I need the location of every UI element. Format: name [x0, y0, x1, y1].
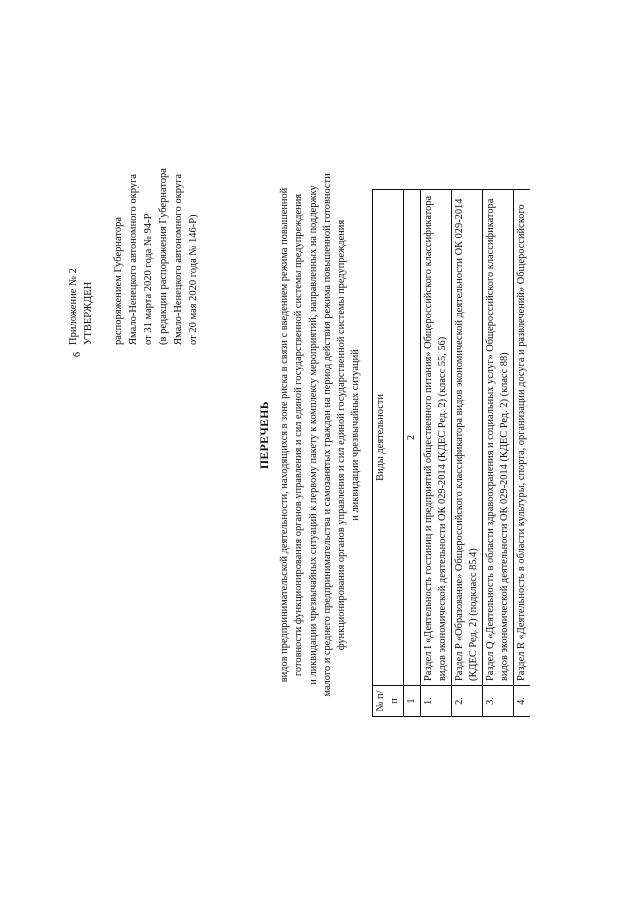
subtitle-line: функционирования органов управления и сил единой государственной системы предупреждения [336, 219, 348, 651]
subtitle-line: и ликвидации чрезвычайных ситуаций к первому пакету к комплексу мероприятий, направленных на поддержку [307, 185, 319, 685]
subtitle-line: готовности функционирования органов управления и сил единой государственной системы предупреждения [293, 193, 305, 677]
approval-line: Ямало-Ненецкого автономного округа [128, 173, 139, 345]
approved-label: УТВЕРЖДЕН [83, 281, 94, 345]
page-number: 6 [72, 352, 83, 357]
table-row [452, 190, 483, 717]
table-header-row [373, 190, 404, 717]
approval-line: (в редакции распоряжения Губернатора [158, 168, 169, 345]
approval-line: от 31 марта 2020 года № 94-Р [143, 213, 154, 345]
document-title: ПЕРЕЧЕНЬ [259, 401, 271, 469]
approval-line: распоряжением Губернатора [113, 217, 124, 345]
approval-line: Ямало-Ненецкого автономного округа [173, 173, 184, 345]
table-row [421, 190, 452, 717]
subtitle-line: малого и среднего предпринимательства и самозанятых граждан на период действия режима повышенной готовности [321, 173, 333, 697]
header-activity: Виды деятельности [373, 190, 404, 686]
approval-line: от 20 мая 2020 года № 146-Р) [188, 214, 199, 345]
table-index-row [404, 190, 421, 717]
row-number: 3. [483, 686, 514, 717]
row-text: Раздел P «Образование» Общероссийского классификатора видов экономической деятельности ОК 029-2014 (КДЕС Ред. 2) (подкласс 85.4) [452, 190, 483, 686]
annex-label: Приложение № 2 [68, 268, 79, 345]
index-cell: 2 [404, 190, 421, 686]
row-text: Раздел R «Деятельность в области культуры, спорта, организации досуга и развлечений» Общероссийского [514, 190, 531, 686]
row-number: 4. [514, 686, 531, 717]
row-text: Раздел Q «Деятельность в области здравоохранения и социальных услуг» Общероссийского классификатора видов экономической деятельности ОК 029-2014 (КДЕС Ред. 2) (класс 88) [483, 190, 514, 686]
index-cell: 1 [404, 686, 421, 717]
approval-stamp [66, 45, 201, 345]
header-number: № п/п [373, 686, 404, 717]
row-number: 1. [421, 686, 452, 717]
subtitle-line: видов предпринимательской деятельности, находящихся в зоне риска в связи с введением режима повышенной [279, 187, 291, 683]
row-number: 2. [452, 686, 483, 717]
table-row [483, 190, 514, 717]
table-row [514, 190, 531, 717]
subtitle-line: и ликвидации чрезвычайных ситуаций [350, 349, 362, 521]
title-block [258, 115, 363, 755]
activities-table [372, 189, 530, 717]
row-text: Раздел I «Деятельность гостиниц и предприятий общественного питания» Общероссийского классификатора видов экономической деятельности ОК 029-2014 (КДЕС Ред. 2) (класс 55, 56) [421, 190, 452, 686]
